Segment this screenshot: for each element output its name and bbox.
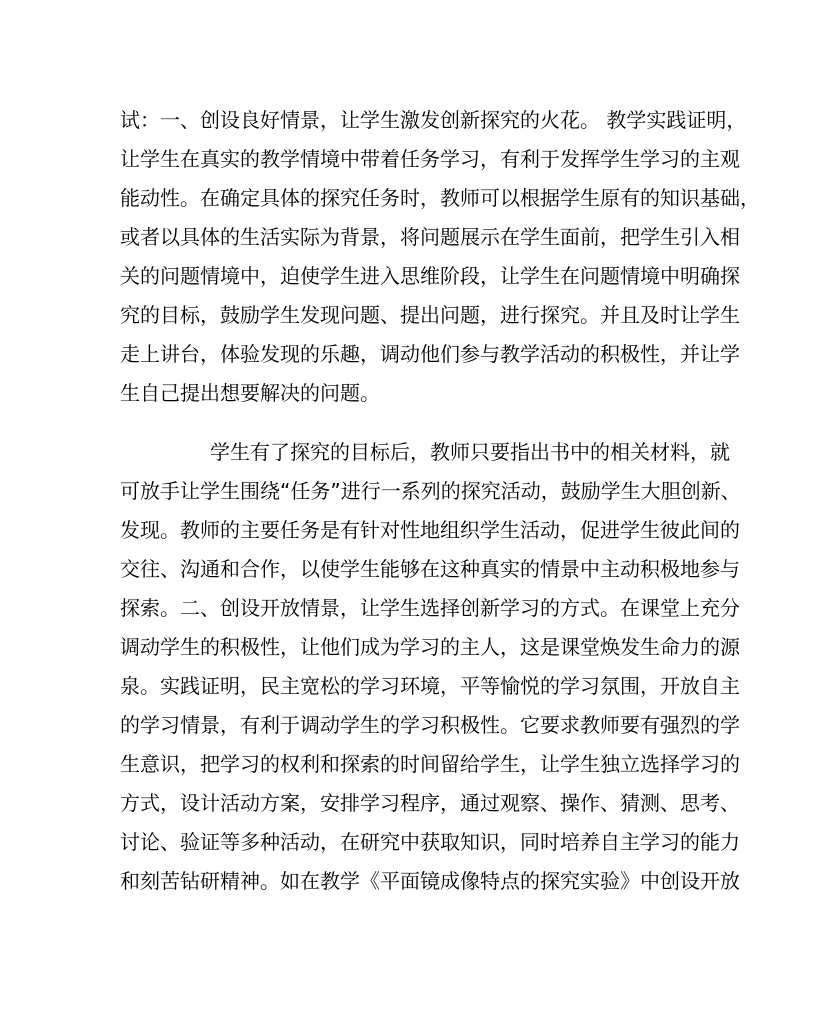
text-line: 和刻苦钻研精神。如在教学《平面镜成像特点的探究实验》中创设开放: [120, 869, 740, 893]
text-line: 让学生在真实的教学情境中带着任务学习，有利于发挥学生学习的主观: [120, 147, 740, 171]
text-line: 生意识，把学习的权利和探索的时间留给学生，让学生独立选择学习的: [120, 752, 740, 776]
text-line: 生自己提出想要解决的问题。: [120, 381, 380, 405]
text-line: 能动性。在确定具体的探究任务时，教师可以根据学生原有的知识基础，: [120, 186, 760, 210]
text-line: 探索。二、创设开放情景，让学生选择创新学习的方式。在课堂上充分: [120, 596, 740, 620]
text-line: 究的目标，鼓励学生发现问题、提出问题，进行探究。并且及时让学生: [120, 303, 740, 327]
paragraph-first-line: 学生有了探究的目标后，教师只要指出书中的相关材料，就: [210, 440, 730, 464]
text-line: 可放手让学生围绕“任务”进行一系列的探究活动，鼓励学生大胆创新、: [120, 479, 741, 503]
text-line: 交往、沟通和合作，以使学生能够在这种真实的情景中主动积极地参与: [120, 557, 740, 581]
text-line: 发现。教师的主要任务是有针对性地组织学生活动，促进学生彼此间的: [120, 518, 740, 542]
text-line: 的学习情景，有利于调动学生的学习积极性。它要求教师要有强烈的学: [120, 713, 740, 737]
text-line: 关的问题情境中，迫使学生进入思维阶段，让学生在问题情境中明确探: [120, 264, 740, 288]
text-line: 方式，设计活动方案，安排学习程序，通过观察、操作、猜测、思考、: [120, 791, 740, 815]
text-line: 或者以具体的生活实际为背景，将问题展示在学生面前，把学生引入相: [120, 225, 740, 249]
text-line: 调动学生的积极性，让他们成为学习的主人，这是课堂焕发生命力的源: [120, 635, 740, 659]
text-line: 讨论、验证等多种活动，在研究中获取知识，同时培养自主学习的能力: [120, 830, 740, 854]
text-line: 试：一、创设良好情景，让学生激发创新探究的火花。 教学实践证明，: [120, 108, 747, 132]
text-line: 走上讲台，体验发现的乐趣，调动他们参与教学活动的积极性，并让学: [120, 342, 740, 366]
text-line: 泉。实践证明，民主宽松的学习环境，平等愉悦的学习氛围，开放自主: [120, 674, 740, 698]
